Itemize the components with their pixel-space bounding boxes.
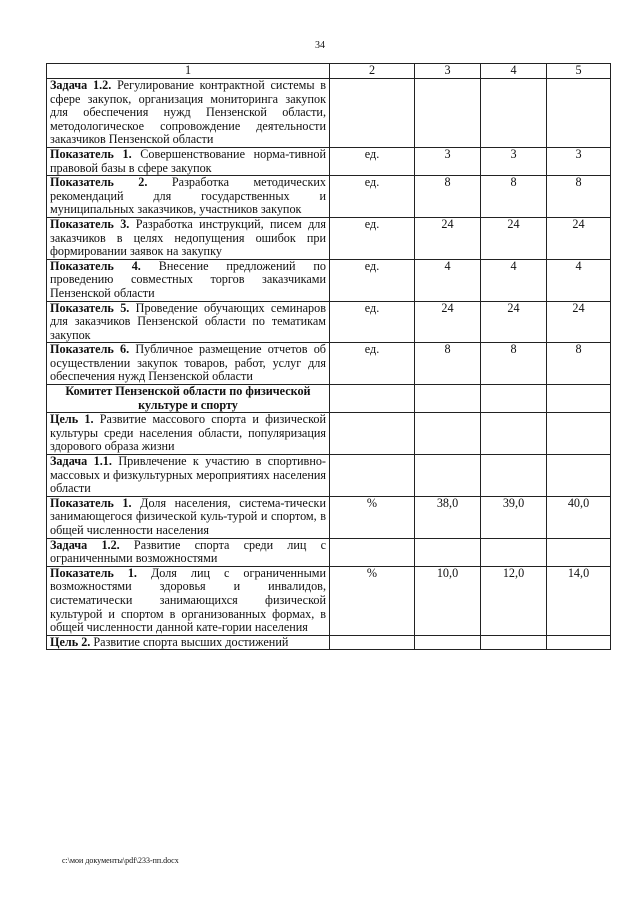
value-cell-v3: 3 xyxy=(415,147,481,175)
unit-cell xyxy=(330,455,415,497)
value-cell-v5: 3 xyxy=(547,147,611,175)
value-cell-v3 xyxy=(415,538,481,566)
unit-cell: ед. xyxy=(330,301,415,343)
row-text: Развитие массового спорта и физической культуры среди населения области, популяризация здорового образа жизни xyxy=(50,412,326,454)
value-cell-v5: 24 xyxy=(547,301,611,343)
table-row xyxy=(47,566,611,635)
value-cell-v4: 3 xyxy=(481,147,547,175)
row-lead: Показатель 2. xyxy=(50,175,148,190)
header-row xyxy=(47,64,611,79)
row-lead: Задача 1.2. xyxy=(50,78,112,92)
table-row xyxy=(47,343,611,385)
value-cell-v5 xyxy=(547,635,611,650)
table-row xyxy=(47,259,611,301)
value-cell-v3 xyxy=(415,413,481,455)
row-text: Привлечение к участию в спортивно-массовых и физкультурных мероприятиях населения области xyxy=(50,454,326,496)
value-cell-v3: 24 xyxy=(415,217,481,259)
unit-cell xyxy=(330,635,415,650)
unit-cell: % xyxy=(330,496,415,538)
value-cell-v4: 24 xyxy=(481,217,547,259)
value-cell-v4: 8 xyxy=(481,343,547,385)
row-lead: Показатель 1. xyxy=(50,565,137,580)
header-col-3: 3 xyxy=(415,64,481,79)
value-cell-v5: 40,0 xyxy=(547,496,611,538)
row-text: Развитие спорта среди лиц с ограниченными возможностями xyxy=(50,537,327,566)
value-cell-v5: 8 xyxy=(547,343,611,385)
header-col-2: 2 xyxy=(330,64,415,79)
row-text: Разработка методических рекомендаций для государственных и муниципальных заказчиков, участников закупок xyxy=(50,175,327,217)
row-description xyxy=(47,343,330,385)
value-cell-v5 xyxy=(547,455,611,497)
row-description xyxy=(47,301,330,343)
row-lead: Задача 1.1. xyxy=(50,454,112,469)
row-text: Комитет Пензенской области по физической культуре и спорту xyxy=(65,384,311,412)
value-cell-v5: 24 xyxy=(547,217,611,259)
row-lead: Показатель 3. xyxy=(50,216,130,231)
header-col-1: 1 xyxy=(47,64,330,79)
value-cell-v3 xyxy=(415,385,481,413)
value-cell-v3: 4 xyxy=(415,259,481,301)
header-col-5: 5 xyxy=(547,64,611,79)
value-cell-v5 xyxy=(547,413,611,455)
row-description xyxy=(47,79,330,148)
row-description xyxy=(47,147,330,175)
value-cell-v3: 8 xyxy=(415,343,481,385)
row-lead: Показатель 1. xyxy=(50,146,132,161)
indicators-table xyxy=(46,63,611,650)
row-lead: Показатель 1. xyxy=(50,495,132,510)
value-cell-v5 xyxy=(547,385,611,413)
row-lead: Показатель 4. xyxy=(50,258,141,273)
unit-cell: ед. xyxy=(330,176,415,218)
row-text: Развитие спорта высших достижений xyxy=(90,634,289,649)
row-text: Внесение предложений по проведению совместных торгов заказчиками Пензенской области xyxy=(50,258,327,300)
row-description xyxy=(47,385,330,413)
row-text: Совершенствование норма-тивной правовой базы в сфере закупок xyxy=(50,146,327,175)
value-cell-v4 xyxy=(481,538,547,566)
value-cell-v5: 8 xyxy=(547,176,611,218)
row-text: Регулирование контрактной системы в сфере закупок, организация мониторинга закупок для обеспечения нужд Пензенской области, методологическое сопровождение деятельности заказчиков Пензенской области xyxy=(50,78,327,147)
row-description xyxy=(47,176,330,218)
value-cell-v4: 12,0 xyxy=(481,566,547,635)
table-row xyxy=(47,79,611,148)
row-description xyxy=(47,496,330,538)
value-cell-v3: 38,0 xyxy=(415,496,481,538)
unit-cell: ед. xyxy=(330,343,415,385)
table-row xyxy=(47,147,611,175)
unit-cell xyxy=(330,79,415,148)
row-text: Доля лиц с ограниченными возможностями здоровья и инвалидов, систематически занимающихся физической культурой и спортом в организованных формах, в общей численности данной кате-гории населения xyxy=(50,565,327,635)
value-cell-v3: 8 xyxy=(415,176,481,218)
unit-cell xyxy=(330,385,415,413)
row-description xyxy=(47,635,330,650)
row-description xyxy=(47,259,330,301)
row-description xyxy=(47,413,330,455)
row-text: Публичное размещение отчетов об осуществлении закупок товаров, работ, услуг для обеспечения нужд Пензенской области xyxy=(50,342,326,384)
table-row xyxy=(47,538,611,566)
value-cell-v3 xyxy=(415,79,481,148)
value-cell-v4: 39,0 xyxy=(481,496,547,538)
row-text: Доля населения, система-тически занимающегося физической куль-турой и спортом, в общей численности населения xyxy=(50,495,326,537)
row-description xyxy=(47,455,330,497)
section-row xyxy=(47,385,611,413)
row-description xyxy=(47,566,330,635)
row-text: Разработка инструкций, писем для заказчиков в целях недопущения ошибок при формировании заявок на закупку xyxy=(50,216,326,259)
page-number: 34 xyxy=(315,40,325,51)
file-path-footer: c:\мои документы\pdf\233-пп.docx xyxy=(62,856,179,865)
value-cell-v4: 24 xyxy=(481,301,547,343)
unit-cell: ед. xyxy=(330,147,415,175)
value-cell-v4 xyxy=(481,635,547,650)
row-lead: Цель 2. xyxy=(50,634,91,649)
value-cell-v3 xyxy=(415,455,481,497)
table-row xyxy=(47,496,611,538)
row-lead: Задача 1.2. xyxy=(50,537,120,552)
row-lead: Показатель 5. xyxy=(50,300,130,315)
value-cell-v4: 8 xyxy=(481,176,547,218)
value-cell-v4: 4 xyxy=(481,259,547,301)
row-description xyxy=(47,538,330,566)
value-cell-v5: 4 xyxy=(547,259,611,301)
value-cell-v5 xyxy=(547,79,611,148)
row-description xyxy=(47,217,330,259)
row-text: Проведение обучающих семинаров для заказчиков Пензенской области по тематикам закупок xyxy=(50,300,326,342)
unit-cell: % xyxy=(330,566,415,635)
value-cell-v3: 10,0 xyxy=(415,566,481,635)
value-cell-v5: 14,0 xyxy=(547,566,611,635)
table-row xyxy=(47,176,611,218)
value-cell-v3: 24 xyxy=(415,301,481,343)
row-lead: Показатель 6. xyxy=(50,342,130,357)
value-cell-v5 xyxy=(547,538,611,566)
unit-cell: ед. xyxy=(330,259,415,301)
table-row xyxy=(47,217,611,259)
row-lead: Цель 1. xyxy=(50,412,94,427)
value-cell-v3 xyxy=(415,635,481,650)
header-col-4: 4 xyxy=(481,64,547,79)
table-row xyxy=(47,413,611,455)
table-row xyxy=(47,635,611,650)
table-row xyxy=(47,301,611,343)
unit-cell xyxy=(330,538,415,566)
value-cell-v4 xyxy=(481,455,547,497)
unit-cell xyxy=(330,413,415,455)
unit-cell: ед. xyxy=(330,217,415,259)
value-cell-v4 xyxy=(481,385,547,413)
value-cell-v4 xyxy=(481,79,547,148)
table-row xyxy=(47,455,611,497)
value-cell-v4 xyxy=(481,413,547,455)
